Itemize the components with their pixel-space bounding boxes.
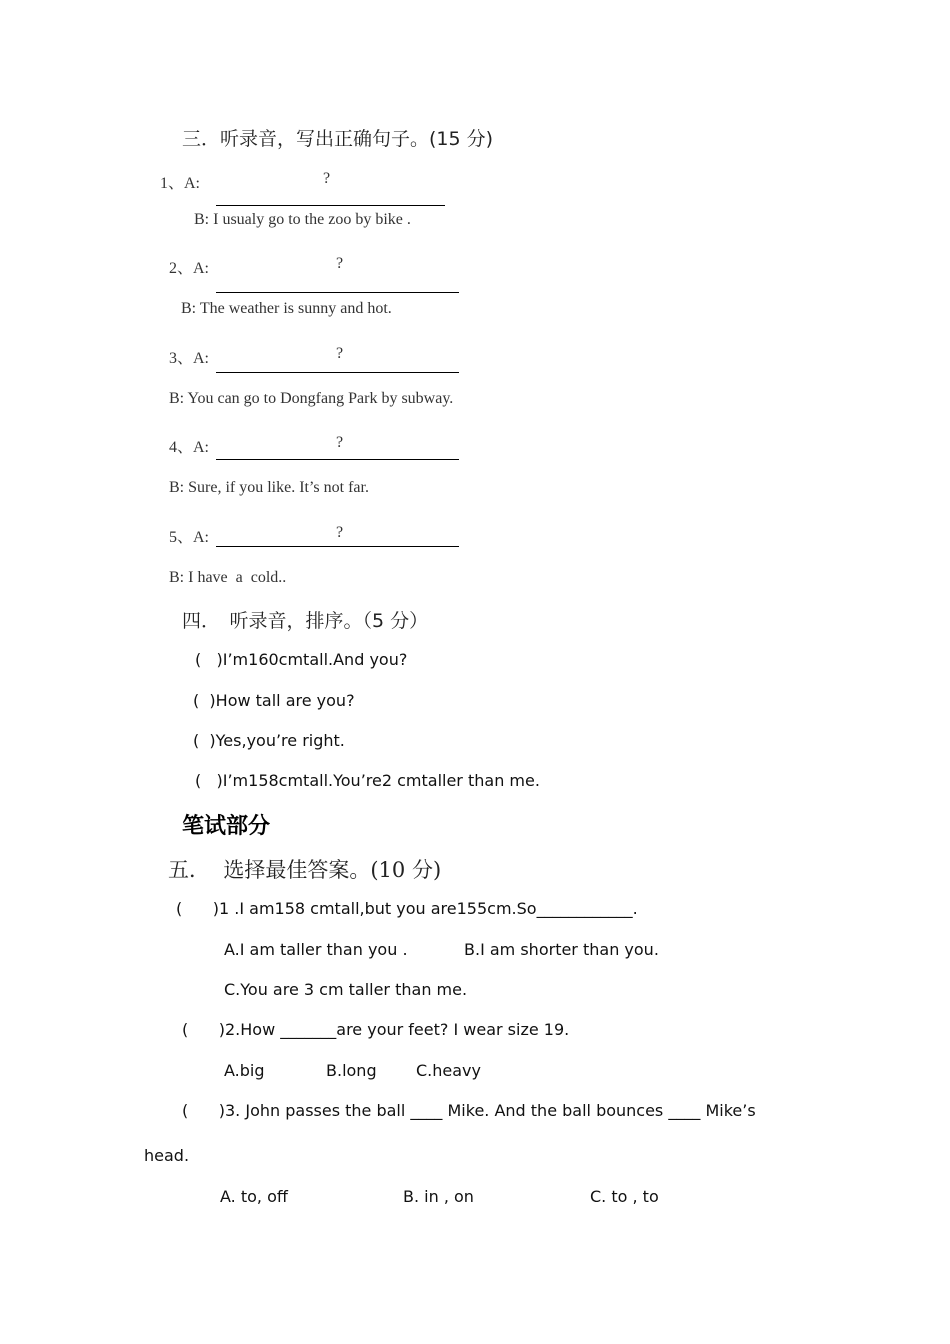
mc-q1-option-b: B.I am shorter than you.	[464, 940, 659, 959]
order-item-3: ( )Yes,you’re right.	[193, 731, 345, 750]
q1-response: B: I usualy go to the zoo by bike .	[194, 211, 411, 228]
q5-question-mark: ?	[336, 524, 344, 541]
q4-response: B: Sure, if you like. It’s not far.	[169, 479, 369, 496]
q1-question-mark: ?	[323, 170, 331, 187]
q3-response: B: You can go to Dongfang Park by subway.	[169, 390, 454, 407]
mc-q2-stem: ( )2.How _______are your feet? I wear size 19.	[182, 1020, 570, 1039]
q4-question-mark: ?	[336, 434, 344, 451]
q4-answer-line[interactable]	[216, 459, 459, 460]
q1-answer-line[interactable]	[216, 205, 445, 206]
section5-heading: 五． 选择最佳答案。(10 分)	[168, 858, 442, 882]
order-item-4: ( )I’m158cmtall.You’re2 cmtaller than me.	[195, 771, 540, 790]
mc-q2-option-b: B.long	[326, 1061, 377, 1080]
q5-a-label: 5、A:	[169, 529, 210, 546]
mc-q3-option-b: B. in , on	[403, 1187, 474, 1206]
mc-q1-option-c: C.You are 3 cm taller than me.	[224, 980, 468, 999]
mc-q3-option-a: A. to, off	[220, 1187, 288, 1206]
q3-question-mark: ?	[336, 345, 344, 362]
q2-answer-line[interactable]	[216, 292, 459, 293]
section3-heading: 三．听录音，写出正确句子。(15 分)	[182, 128, 494, 150]
written-part-title: 笔试部分	[182, 814, 271, 839]
q5-response: B: I have a cold..	[169, 569, 287, 586]
mc-q3-stem-continued: head.	[144, 1146, 190, 1165]
section4-heading: 四． 听录音，排序。（5 分）	[182, 610, 429, 632]
q4-a-label: 4、A:	[169, 439, 210, 456]
order-item-2: ( )How tall are you?	[193, 691, 355, 710]
q2-a-label: 2、A:	[169, 260, 210, 277]
q3-answer-line[interactable]	[216, 372, 459, 373]
q2-response: B: The weather is sunny and hot.	[181, 300, 392, 317]
mc-q1-option-a: A.I am taller than you .	[224, 940, 408, 959]
mc-q2-option-a: A.big	[224, 1061, 265, 1080]
q5-answer-line[interactable]	[216, 546, 459, 547]
q3-a-label: 3、A:	[169, 350, 210, 367]
mc-q1-stem: ( )1 .I am158 cmtall,but you are155cm.So____________.	[176, 899, 638, 918]
mc-q2-option-c: C.heavy	[416, 1061, 481, 1080]
mc-q3-option-c: C. to , to	[590, 1187, 659, 1206]
q1-a-label: 1、A:	[160, 175, 201, 192]
mc-q3-stem: ( )3. John passes the ball ____ Mike. And the ball bounces ____ Mike’s	[182, 1101, 756, 1120]
q2-question-mark: ?	[336, 255, 344, 272]
order-item-1: ( )I’m160cmtall.And you?	[195, 650, 408, 669]
